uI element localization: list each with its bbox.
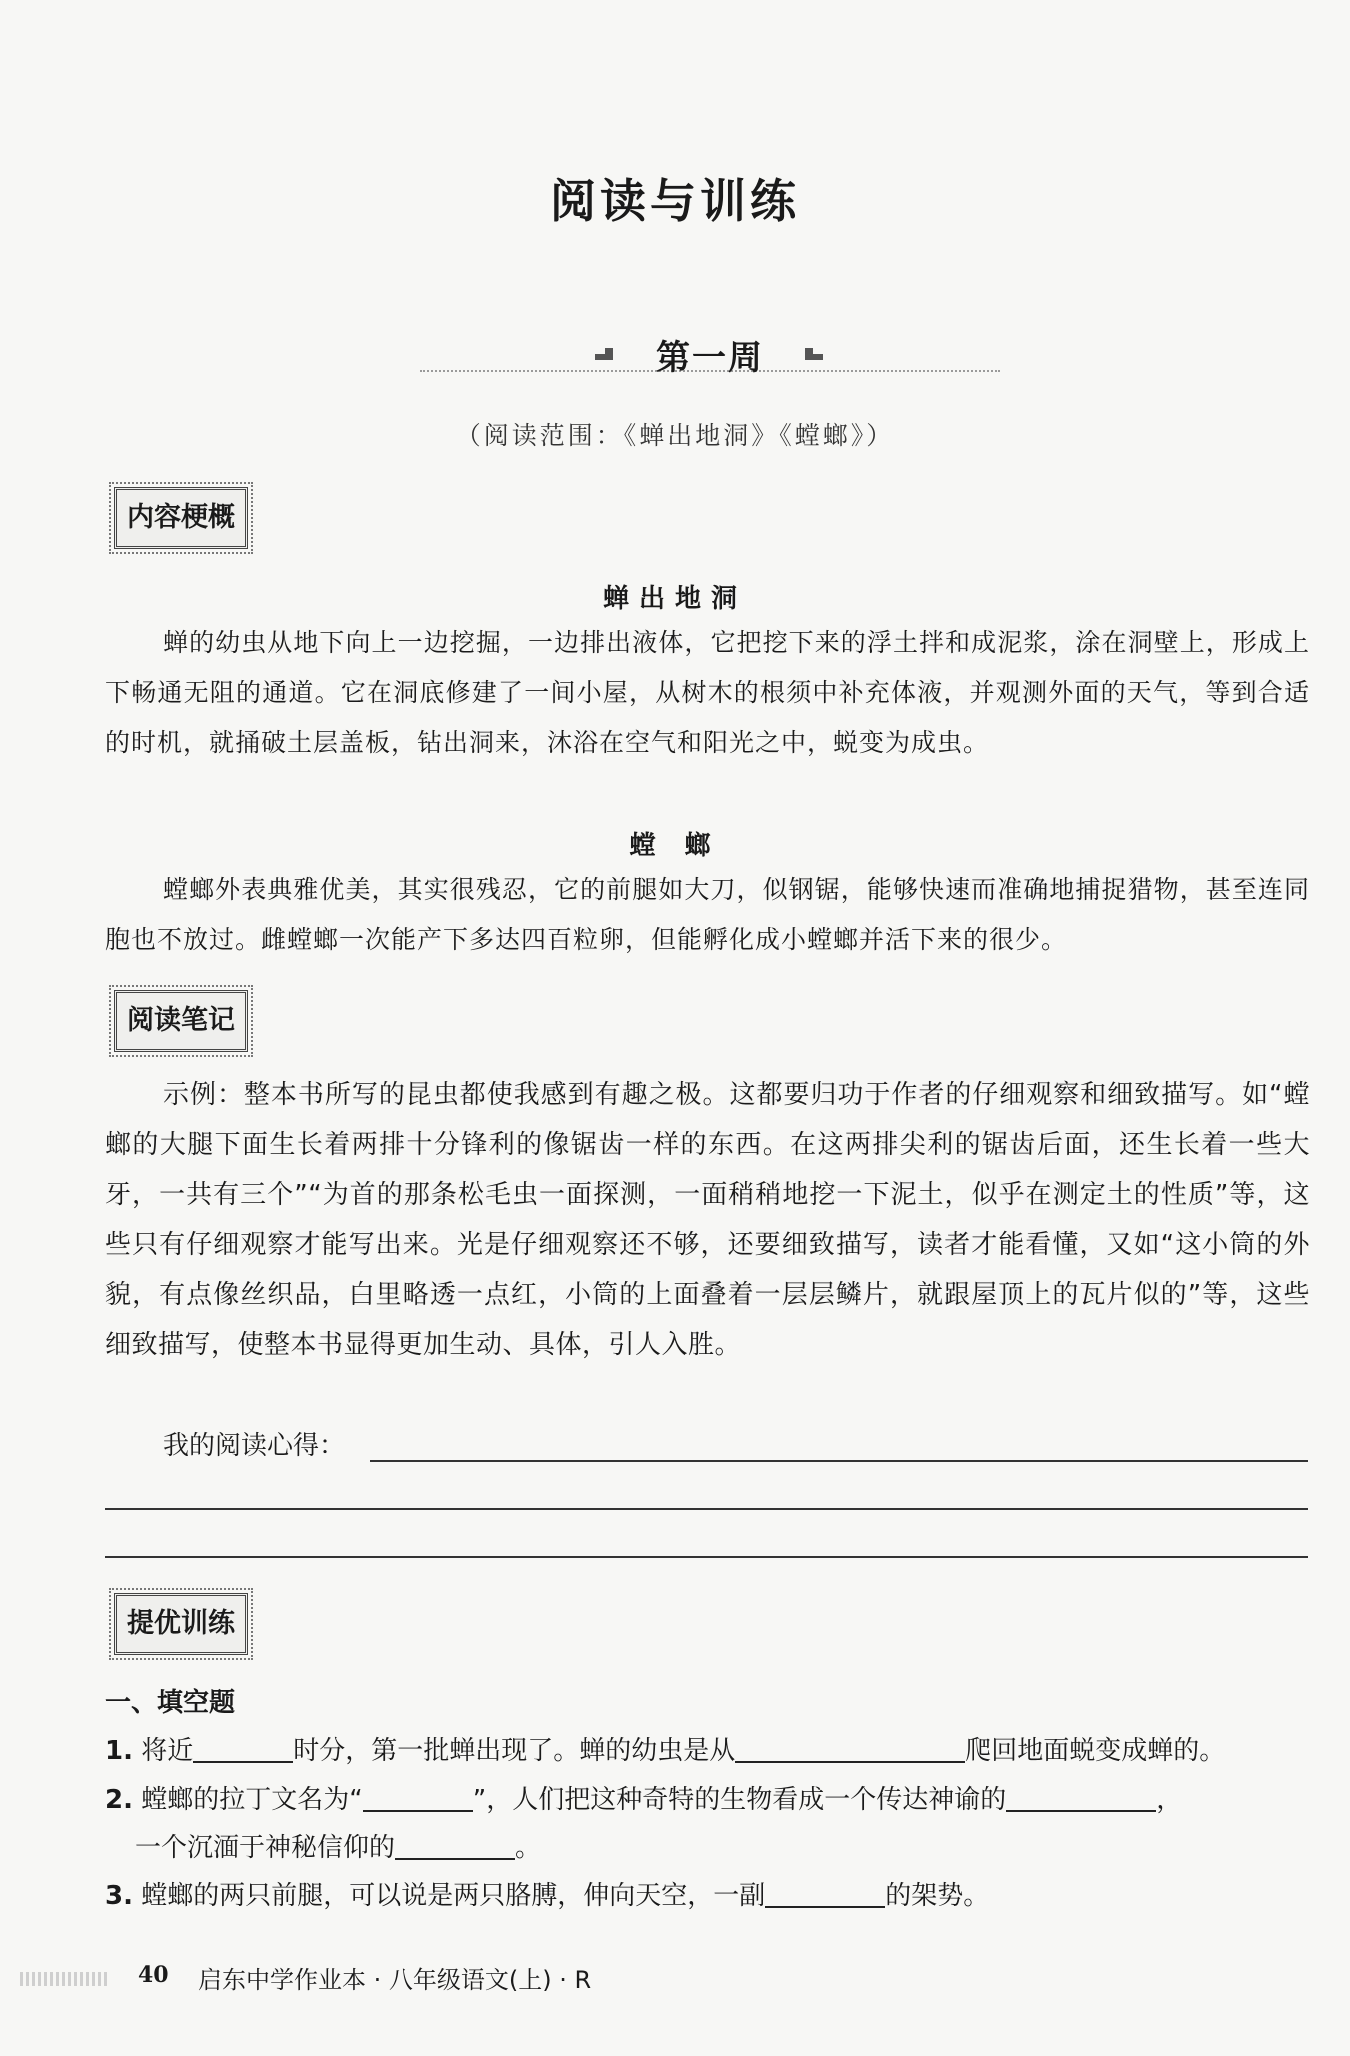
page-number: 40	[138, 1962, 169, 1988]
fill-blank-heading: 一、填空题	[105, 1688, 236, 1718]
question-text: 。	[515, 1833, 542, 1863]
summary-text-cicada: 蝉的幼虫从地下向上一边挖掘，一边排出液体，它把挖下来的浮土拌和成泥浆，涂在洞壁上，形成上下畅通无阻的通道。它在洞底修建了一间小屋，从树木的根须中补充体液，并观测外面的天气，等到合适的时机，就捅破土层盖板，钻出洞来，沐浴在空气和阳光之中，蜕变为成虫。	[105, 628, 1310, 757]
section-label-summary: 内容梗概	[114, 487, 248, 549]
reading-scope: （阅读范围：《蝉出地洞》《螳螂》）	[455, 421, 895, 450]
question-number: 3.	[105, 1881, 133, 1911]
question-2-continued	[135, 1824, 1235, 1872]
question-text: 的架势。	[885, 1881, 990, 1911]
answer-blank[interactable]	[735, 1731, 965, 1763]
reflection-line-2[interactable]	[105, 1508, 1308, 1510]
question-text: ，	[1156, 1785, 1183, 1815]
answer-blank[interactable]	[395, 1828, 515, 1860]
section-label-notes: 阅读笔记	[114, 990, 248, 1052]
question-text: 螳螂的两只前腿，可以说是两只胳膊，伸向天空，一副	[141, 1881, 766, 1911]
question-text: 螳螂的拉丁文名为“	[141, 1785, 363, 1815]
notes-example-text: 示例：整本书所写的昆虫都使我感到有趣之极。这都要归功于作者的仔细观察和细致描写。如“螳螂的大腿下面生长着两排十分锋利的像锯齿一样的东西。在这两排尖利的锯齿后面，还生长着一些大牙，一共有三个”“为首的那条松毛虫一面探测，一面稍稍地挖一下泥土，似乎在测定土的性质”等，这些只有仔细观察才能写出来。光是仔细观察还不够，还要细致描写，读者才能看懂，又如“这小筒的外貌，有点像丝织品，白里略透一点红，小筒的上面叠着一层层鳞片，就跟屋顶上的瓦片似的”等，这些细致描写，使整本书显得更加生动、具体，引人入胜。	[105, 1080, 1310, 1360]
summary-title-cicada: 蝉出地洞	[602, 584, 747, 614]
question-number: 2.	[105, 1785, 133, 1815]
question-text: 一个沉湎于神秘信仰的	[135, 1833, 396, 1863]
question-text: 将近	[141, 1736, 194, 1766]
book-title: 启东中学作业本 · 八年级语文(上) · R	[198, 1966, 592, 1994]
ornament-right-icon	[805, 348, 827, 362]
footer-dots-icon	[20, 1972, 108, 1986]
answer-blank[interactable]	[363, 1780, 473, 1812]
answer-blank[interactable]	[193, 1731, 293, 1763]
question-text: 爬回地面蜕变成蝉的。	[965, 1736, 1226, 1766]
reflection-prompt: 我的阅读心得：	[163, 1431, 346, 1461]
summary-title-mantis: 螳 螂	[629, 831, 721, 861]
answer-blank[interactable]	[765, 1876, 885, 1908]
page-footer	[20, 1958, 720, 1998]
summary-text-mantis: 螳螂外表典雅优美，其实很残忍，它的前腿如大刀，似钢锯，能够快速而准确地捕捉猎物，甚至连同胞也不放过。雌螳螂一次能产下多达四百粒卵，但能孵化成小螳螂并活下来的很少。	[105, 875, 1310, 954]
reflection-line-3[interactable]	[105, 1556, 1308, 1558]
question-number: 1.	[105, 1736, 133, 1766]
section-label-training: 提优训练	[114, 1593, 248, 1655]
question-text: ”，人们把这种奇特的生物看成一个传达神谕的	[472, 1785, 1007, 1815]
week-banner	[420, 330, 1000, 380]
answer-blank[interactable]	[1006, 1780, 1156, 1812]
week-title: 第一周	[656, 338, 764, 378]
question-3	[105, 1872, 1320, 1920]
question-2	[105, 1776, 1320, 1824]
page-title: 阅读与训练	[550, 174, 800, 228]
question-1	[105, 1727, 1320, 1775]
reflection-line-1[interactable]	[370, 1460, 1308, 1462]
question-text: 时分，第一批蝉出现了。蝉的幼虫是从	[293, 1736, 736, 1766]
